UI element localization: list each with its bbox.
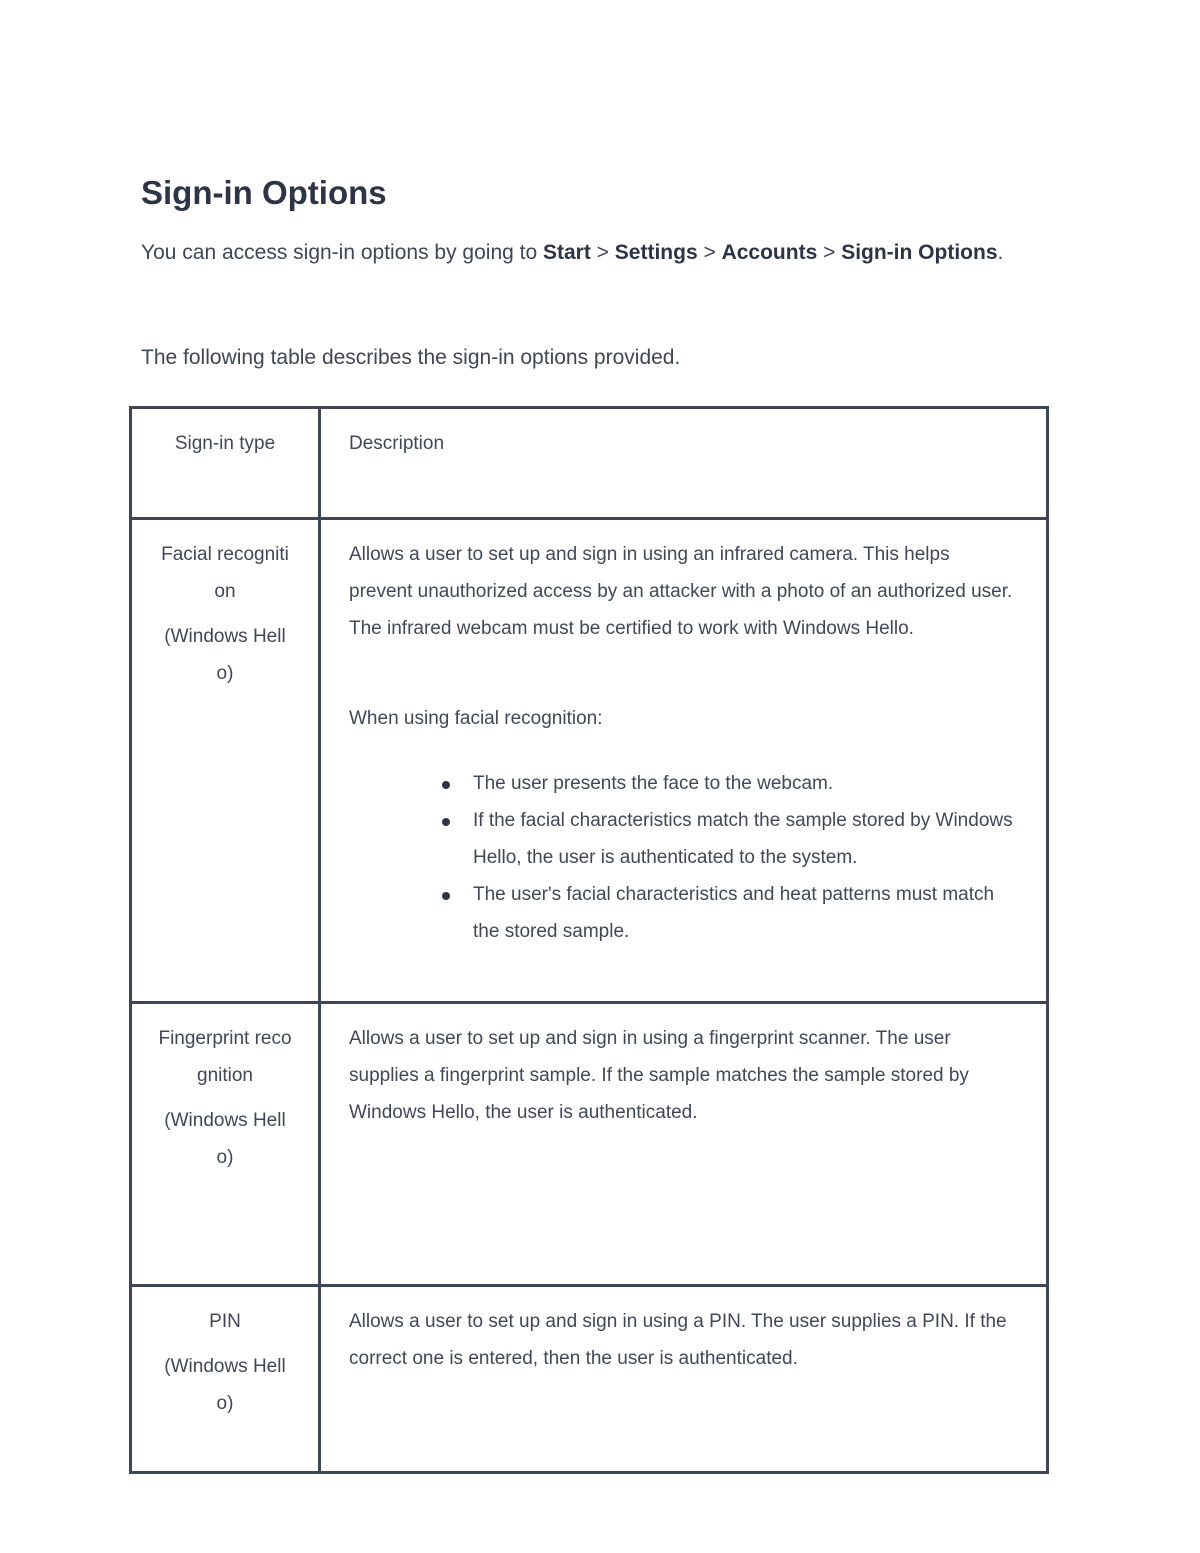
table-row [131,519,1048,1003]
sign-in-options-table [129,406,1049,1474]
description-text: Allows a user to set up and sign in using an infrared camera. This helps prevent unauthorized access by an attacker with a photo of an authorized user. The infrared webcam must be certified to work with Windows Hello. [349,544,1013,639]
list-item: The user's facial characteristics and heat patterns must match the stored sample. [473,876,1018,950]
type-sub: (Windows Hello) [164,1110,286,1168]
path-separator: > [817,241,842,264]
path-separator: > [590,241,615,264]
type-name: Fingerprint recognition [158,1028,292,1086]
list-item: The user presents the face to the webcam. [473,765,1018,802]
header-description: Description [320,408,1048,519]
table-header-row [131,408,1048,519]
type-sub: (Windows Hello) [164,626,286,684]
description-text: Allows a user to set up and sign in using a fingerprint scanner. The user supplies a fingerprint sample. If the sample matches the sample stored by Windows Hello, the user is authenticated. [349,1028,969,1123]
path-start: Start [542,241,591,264]
steps-intro: When using facial recognition: [349,708,603,729]
type-sub: (Windows Hello) [164,1356,286,1414]
header-sign-in-type: Sign-in type [131,408,320,519]
description-facial [320,519,1048,1003]
list-item: If the facial characteristics match the sample stored by Windows Hello, the user is authenticated to the system. [473,802,1018,876]
type-name: PIN [209,1311,241,1332]
table-row [131,1003,1048,1286]
intro-paragraph [141,232,1041,273]
path-accounts: Accounts [721,241,818,264]
bullet-icon [442,781,450,789]
sign-in-type-pin [131,1286,320,1473]
intro-prefix: You can access sign-in options by going to [141,241,543,264]
description-fingerprint [320,1003,1048,1286]
table-lead-text: The following table describes the sign-in options provided. [141,346,681,369]
path-separator: > [697,241,722,264]
path-settings: Settings [614,241,698,264]
description-text: Allows a user to set up and sign in using a PIN. The user supplies a PIN. If the correct one is entered, then the user is authenticated. [349,1311,1007,1369]
description-pin [320,1286,1048,1473]
path-sign-in-options: Sign-in Options [841,241,998,264]
sign-in-type-fingerprint [131,1003,320,1286]
bullet-icon [442,818,450,826]
bullet-icon [442,892,450,900]
steps-list [349,765,1018,950]
intro-suffix: . [997,241,1004,264]
table-row [131,1286,1048,1473]
sign-in-type-facial [131,519,320,1003]
page-title: Sign-in Options [141,174,387,211]
type-name: Facial recognition [161,544,289,602]
